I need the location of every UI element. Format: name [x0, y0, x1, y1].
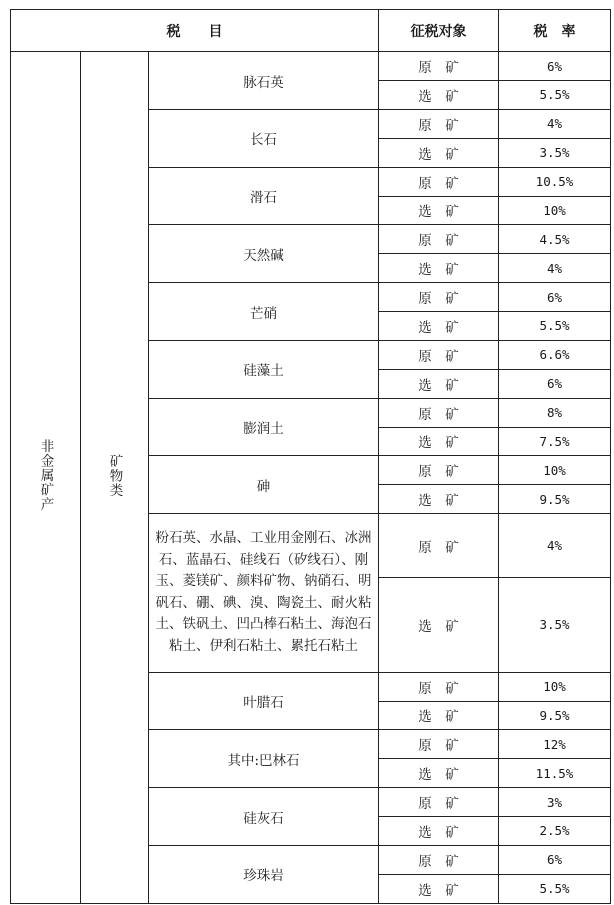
rate-raw: 10% — [499, 672, 611, 701]
header-rate: 税 率 — [499, 10, 611, 52]
object-raw: 原 矿 — [379, 730, 499, 759]
object-processed: 选 矿 — [379, 701, 499, 730]
header-item: 税 目 — [11, 10, 379, 52]
mineral-name: 砷 — [149, 456, 379, 514]
rate-raw: 8% — [499, 398, 611, 427]
rate-processed: 9.5% — [499, 701, 611, 730]
mineral-name: 膨润土 — [149, 398, 379, 456]
object-processed: 选 矿 — [379, 312, 499, 341]
rate-processed: 3.5% — [499, 138, 611, 167]
object-processed: 选 矿 — [379, 759, 499, 788]
rate-raw: 3% — [499, 788, 611, 817]
rate-raw: 12% — [499, 730, 611, 759]
rate-processed: 9.5% — [499, 485, 611, 514]
object-processed: 选 矿 — [379, 817, 499, 846]
rate-raw: 10.5% — [499, 167, 611, 196]
object-raw: 原 矿 — [379, 167, 499, 196]
object-processed: 选 矿 — [379, 81, 499, 110]
rate-processed: 5.5% — [499, 874, 611, 903]
mineral-name: 叶腊石 — [149, 672, 379, 730]
tax-rate-table — [10, 9, 611, 904]
object-processed: 选 矿 — [379, 578, 499, 672]
rate-raw: 4% — [499, 514, 611, 578]
table-row — [11, 52, 611, 81]
mineral-name: 硅藻土 — [149, 340, 379, 398]
rate-processed: 10% — [499, 196, 611, 225]
rate-processed: 6% — [499, 369, 611, 398]
category-cell: 非金属矿产 — [11, 52, 81, 904]
mineral-name: 天然碱 — [149, 225, 379, 283]
object-raw: 原 矿 — [379, 672, 499, 701]
rate-raw: 6% — [499, 52, 611, 81]
mineral-name: 脉石英 — [149, 52, 379, 110]
rate-raw: 6.6% — [499, 340, 611, 369]
object-processed: 选 矿 — [379, 427, 499, 456]
mineral-name: 硅灰石 — [149, 788, 379, 846]
rate-raw: 4% — [499, 109, 611, 138]
object-processed: 选 矿 — [379, 254, 499, 283]
object-raw: 原 矿 — [379, 340, 499, 369]
object-raw: 原 矿 — [379, 788, 499, 817]
rate-processed: 7.5% — [499, 427, 611, 456]
mineral-name: 其中:巴林石 — [149, 730, 379, 788]
subcategory-cell: 矿物类 — [81, 52, 149, 904]
rate-processed: 11.5% — [499, 759, 611, 788]
object-raw: 原 矿 — [379, 456, 499, 485]
object-raw: 原 矿 — [379, 283, 499, 312]
object-raw: 原 矿 — [379, 109, 499, 138]
rate-processed: 2.5% — [499, 817, 611, 846]
mineral-name: 芒硝 — [149, 283, 379, 341]
rate-raw: 4.5% — [499, 225, 611, 254]
object-processed: 选 矿 — [379, 485, 499, 514]
rate-raw: 6% — [499, 845, 611, 874]
header-object: 征税对象 — [379, 10, 499, 52]
object-raw: 原 矿 — [379, 845, 499, 874]
rate-processed: 5.5% — [499, 81, 611, 110]
rate-raw: 6% — [499, 283, 611, 312]
rate-processed: 3.5% — [499, 578, 611, 672]
header-row — [11, 10, 611, 52]
object-raw: 原 矿 — [379, 52, 499, 81]
object-raw: 原 矿 — [379, 514, 499, 578]
mineral-name: 滑石 — [149, 167, 379, 225]
mineral-name: 珍珠岩 — [149, 845, 379, 903]
rate-processed: 5.5% — [499, 312, 611, 341]
object-processed: 选 矿 — [379, 369, 499, 398]
object-raw: 原 矿 — [379, 398, 499, 427]
object-raw: 原 矿 — [379, 225, 499, 254]
mineral-name-list: 粉石英、水晶、工业用金刚石、冰洲石、蓝晶石、硅线石（矽线石）、刚玉、菱镁矿、颜料矿物、钠硝石、明矾石、硼、碘、溴、陶瓷土、耐火粘土、铁矾土、凹凸棒石粘土、海泡石粘土、伊利石粘土、累托石粘土 — [149, 514, 379, 673]
mineral-name: 长石 — [149, 109, 379, 167]
rate-processed: 4% — [499, 254, 611, 283]
object-processed: 选 矿 — [379, 196, 499, 225]
object-processed: 选 矿 — [379, 138, 499, 167]
object-processed: 选 矿 — [379, 874, 499, 903]
rate-raw: 10% — [499, 456, 611, 485]
